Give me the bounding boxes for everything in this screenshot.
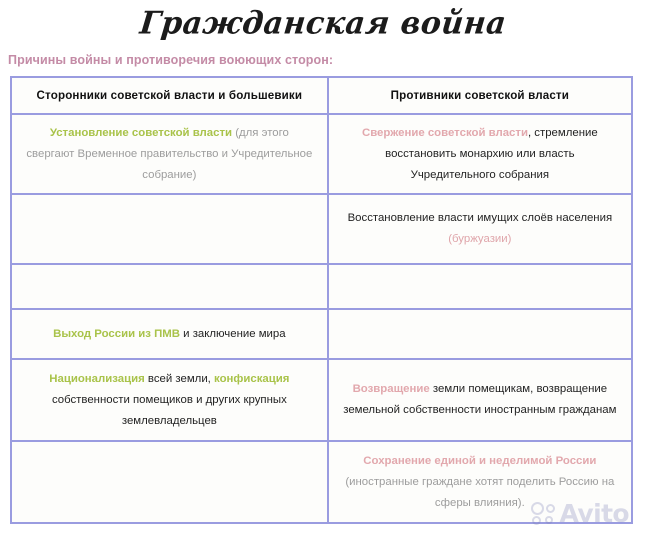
text-segment: Установление советской власти [49, 126, 233, 139]
column-header-opponents: Противники советской власти [329, 78, 633, 115]
cell-right-3 [329, 265, 633, 310]
cell-right-1 [329, 115, 633, 195]
avito-watermark-label: Avito [559, 499, 629, 528]
text-segment: Национализация [49, 372, 145, 385]
cell-text [343, 451, 617, 514]
table-row [12, 195, 633, 265]
text-segment: и заключение мира [180, 327, 286, 340]
cell-text [343, 379, 617, 421]
cell-left-4 [12, 310, 329, 360]
text-segment: собственности помещиков и других крупных землевладельцев [51, 393, 287, 427]
cell-left-6 [12, 442, 329, 524]
cell-left-3 [12, 265, 329, 310]
text-segment: конфискация [214, 372, 290, 385]
cell-left-1 [12, 115, 329, 195]
table-row [12, 265, 633, 310]
cell-right-2 [329, 195, 633, 265]
table-row [12, 442, 633, 528]
column-header-supporters: Сторонники советской власти и большевики [12, 78, 329, 115]
text-segment: (для этого свергают Временное правительство и Учредительное собрание) [26, 126, 313, 181]
cell-text [343, 208, 617, 250]
cell-text [26, 123, 313, 186]
cell-text [343, 123, 617, 186]
text-segment: (иностранные граждане хотят поделить Россию на сферы влияния). [345, 475, 615, 509]
text-segment: всей земли, [144, 372, 215, 385]
text-segment: Возвращение [352, 383, 430, 395]
page-title-container [0, 0, 647, 45]
text-segment: Сохранение единой и неделимой России [363, 454, 597, 467]
cell-right-6 [329, 442, 633, 528]
text-segment: Восстановление власти имущих слоёв населения [347, 212, 613, 224]
text-segment: , стремление восстановить монархию или власть Учредительного собрания [385, 126, 598, 181]
text-segment: (буржуазии) [448, 233, 512, 245]
table-row [12, 310, 633, 360]
comparison-table [10, 76, 633, 528]
cell-text [26, 369, 313, 432]
text-segment: Свержение советской власти [361, 126, 528, 139]
table-header-row [12, 78, 633, 115]
text-segment: земли помещикам, возвращение земельной собственности иностранным гражданам [343, 383, 617, 416]
text-segment: Выход России из ПМВ [53, 327, 180, 340]
cell-text [26, 324, 313, 345]
cell-left-5 [12, 360, 329, 442]
cell-right-4 [329, 310, 633, 360]
subtitle-text: Причины войны и противоречия воюющих сторон: [8, 53, 334, 67]
table-row [12, 115, 633, 195]
cell-right-5 [329, 360, 633, 442]
page-title: Гражданская война [138, 5, 509, 42]
cell-left-2 [12, 195, 329, 265]
table-row [12, 360, 633, 442]
